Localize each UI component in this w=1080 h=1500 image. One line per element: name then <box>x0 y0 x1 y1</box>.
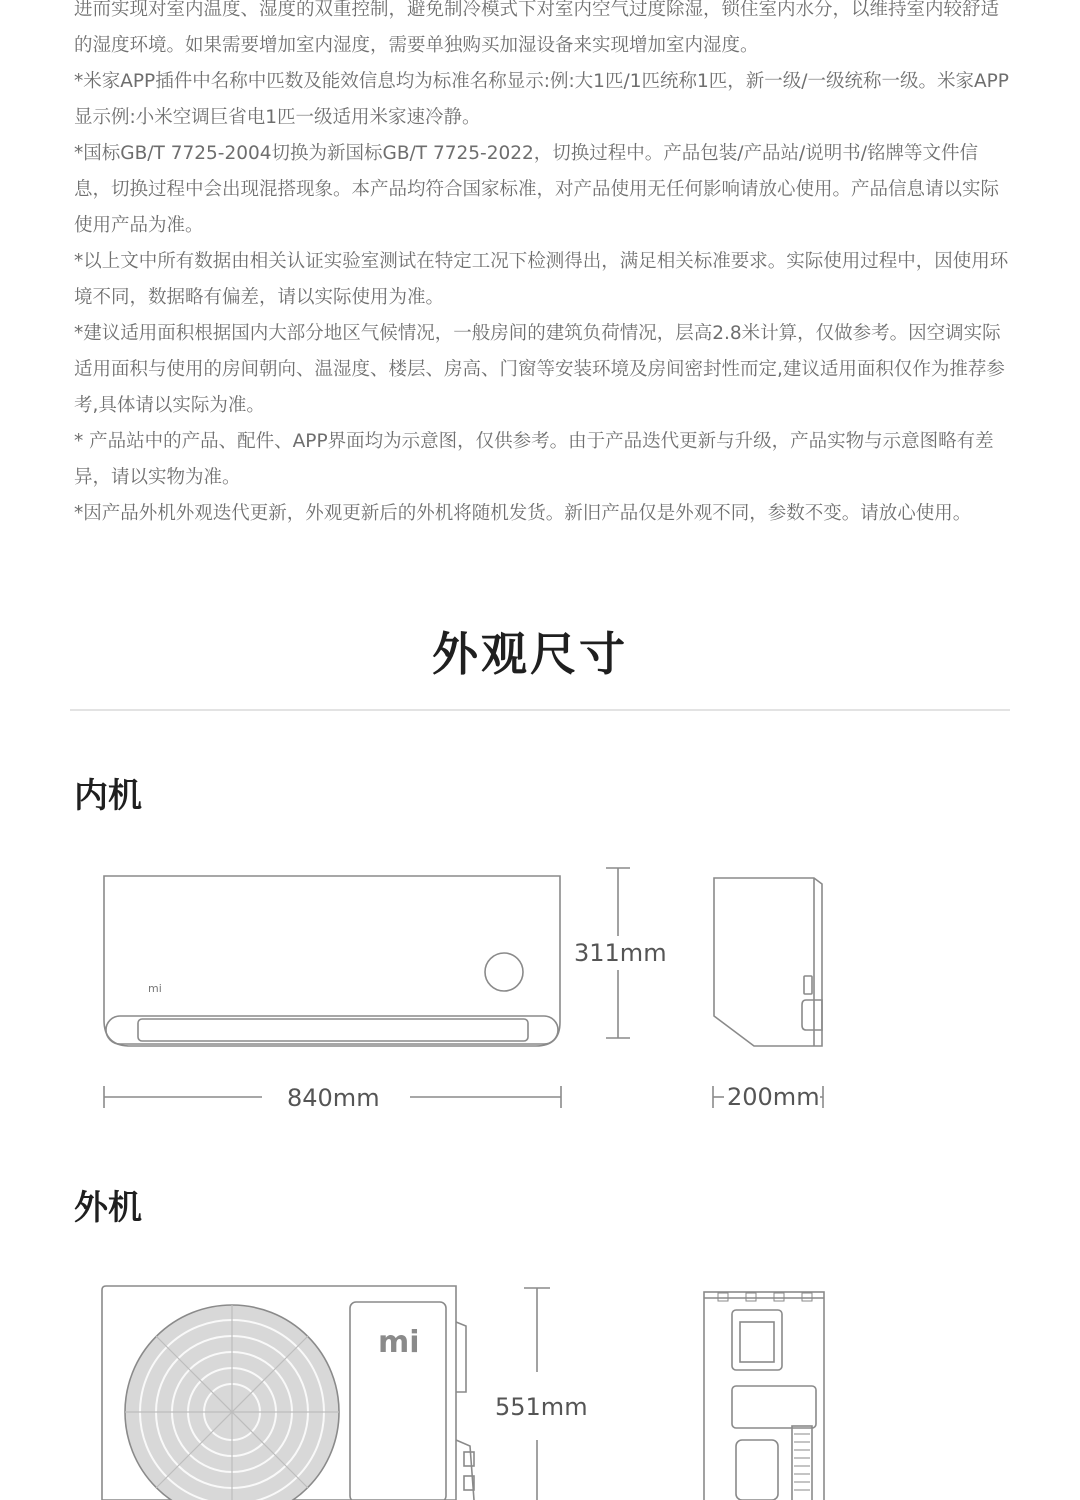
section-title: 外观尺寸 <box>432 627 628 681</box>
footnote: * 产品站中的产品、配件、APP界面均为示意图，仅供参考。由于产品迭代更新与升级，产品实物与示意图略有差异，请以实物为准。 <box>74 431 994 488</box>
indoor-display-circle <box>485 953 523 991</box>
indoor-depth-label: 200mm <box>727 1083 820 1111</box>
footnote: *因产品外机外观迭代更新，外观更新后的外机将随机发货。新旧产品仅是外观不同，参数不变。请放心使用。 <box>74 503 972 524</box>
footnote: *建议适用面积根据国内大部分地区气候情况，一般房间的建筑负荷情况，层高2.8米计算，仅做参考。因空调实际适用面积与使用的房间朝向、温湿度、楼层、房高、门窗等安装环境及房间密封性而定,建议适用面积仅作为推荐参考,具体请以实际为准。 <box>74 323 1005 416</box>
indoor-unit-title: 内机 <box>74 776 142 816</box>
outdoor-side-view <box>704 1292 824 1500</box>
indoor-width-label: 840mm <box>287 1084 380 1112</box>
indoor-side-body <box>714 878 822 1046</box>
indoor-front-body <box>104 876 560 1046</box>
indoor-logo: mi <box>148 982 162 995</box>
outdoor-unit-title: 外机 <box>74 1188 142 1228</box>
indoor-height-label: 311mm <box>574 939 667 967</box>
outdoor-logo: mi <box>378 1325 420 1360</box>
footnote: *国标GB/T 7725-2004切换为新国标GB/T 7725-2022，切换过程中。产品包装/产品站/说明书/铭牌等文件信息，切换过程中会出现混搭现象。本产品均符合国家标准，对产品使用无任何影响请放心使用。产品信息请以实际使用产品为准。 <box>74 143 1000 236</box>
footnote: 进而实现对室内温度、湿度的双重控制，避免制冷模式下对室内空气过度除湿，锁住室内水分，以维持室内较舒适的湿度环境。如果需要增加室内湿度，需要单独购买加湿设备来实现增加室内湿度。 <box>74 0 1000 56</box>
footnote: *以上文中所有数据由相关认证实验室测试在特定工况下检测得出，满足相关标准要求。实际使用过程中，因使用环境不同，数据略有偏差，请以实际使用为准。 <box>74 251 1009 308</box>
indoor-air-outlet <box>106 1016 558 1044</box>
footnote: *米家APP插件中名称中匹数及能效信息均为标准名称显示:例:大1匹/1匹统称1匹，新一级/一级统称一级。米家APP显示例:小米空调巨省电1匹一级适用米家速冷静。 <box>74 71 1009 128</box>
outdoor-height-label: 551mm <box>495 1393 588 1421</box>
